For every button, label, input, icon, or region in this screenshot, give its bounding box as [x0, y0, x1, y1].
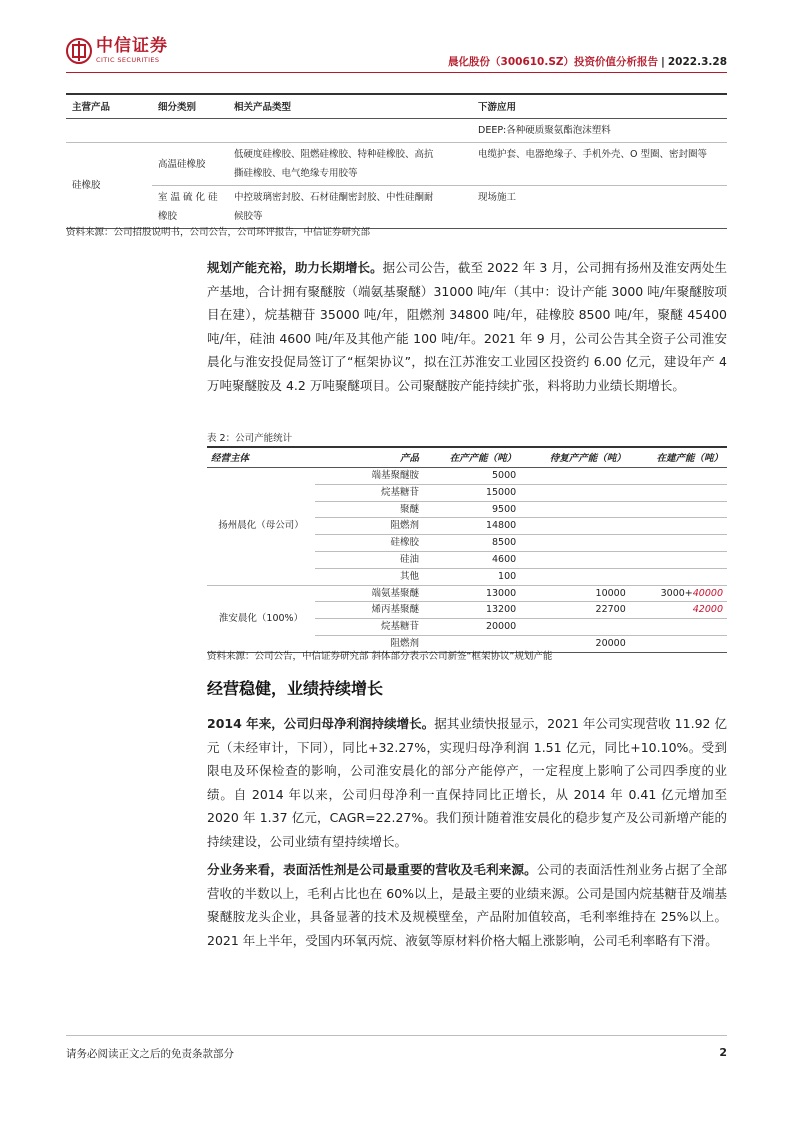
- table-cell: 其他: [315, 568, 423, 585]
- table-cell: [228, 143, 472, 186]
- section-title: 经营稳健，业绩持续增长: [207, 679, 384, 698]
- paragraph-profit-growth: [207, 712, 727, 853]
- paragraph-body: 公司的表面活性剂业务占据了全部营收的半数以上，毛利占比也在 60%以上，是最主要的业绩来源。公司是国内烷基糖苷及端基聚醚胺龙头企业，具备显著的技术及规模壁垒，产品附加值较高，毛利率维持在 25%以上。2021 年上半年，受国内环氧丙烷、液氨等原材料价格大幅上涨影响，公司毛利率略有下滑。: [207, 862, 727, 948]
- table-cell: 20000: [423, 619, 520, 636]
- table-cell: [152, 186, 228, 229]
- footer-divider: [66, 1035, 727, 1036]
- table-cell: 烷基糖苷: [315, 619, 423, 636]
- paragraph-business-segments: [207, 858, 727, 952]
- table-cell: 硅橡胶: [315, 535, 423, 552]
- cell-line: 室 温 硫 化 硅: [158, 192, 218, 203]
- table-cell: DEEP:各种硬质聚氨酯泡沫塑料: [472, 119, 727, 143]
- table-cell-entity: 扬州晨化（母公司）: [207, 468, 315, 586]
- paragraph-body: 据其业绩快报显示，2021 年公司实现营收 11.92 亿元（未经审计，下同），同比+32.27%，实现归母净利润 1.51 亿元，同比+10.10%。受到限电及环保检查的影响，公司淮安晨化的部分产能停产，一定程度上影响了公司四季度的业绩。自 2014 年以来，公司归母净利一直保持同比正增长，从 2014 年 0.41 亿元增加至 2020 年 1.37 亿元，CAGR=22.27%。我们预计随着淮安晨化的稳步复产及公司新增产能的持续建设，公司业绩有望持续增长。: [207, 716, 727, 849]
- product-category-table: [66, 93, 727, 229]
- table-cell: 高温硅橡胶: [152, 143, 228, 186]
- table-cell: 10000: [520, 585, 630, 602]
- table-cell: 端基聚醚胺: [315, 468, 423, 485]
- table-row: [66, 119, 727, 143]
- table-row: [66, 186, 727, 229]
- table-cell: 13200: [423, 602, 520, 619]
- paragraph-capacity: [207, 256, 727, 397]
- logo-name-cn: 中信证券: [96, 36, 168, 57]
- table-cell-entity: 淮安晨化（100%）: [207, 585, 315, 652]
- table-row: [207, 585, 727, 602]
- report-date: 2022.3.28: [667, 56, 727, 68]
- table-cell: 现场施工: [472, 186, 727, 229]
- table-cell: 9500: [423, 501, 520, 518]
- report-title: 晨化股份（300610.SZ）投资价值分析报告: [448, 56, 659, 68]
- table-cell: [228, 186, 472, 229]
- table-cell: 硅橡胶: [66, 143, 152, 229]
- table2-caption: 表 2：公司产能统计: [207, 433, 293, 444]
- cell-planned-value: 42000: [692, 604, 723, 616]
- table-cell: 22700: [520, 602, 630, 619]
- company-logo: [66, 38, 168, 64]
- table-cell: 烯丙基聚醚: [315, 602, 423, 619]
- table-cell: 4600: [423, 551, 520, 568]
- header-divider: [66, 72, 727, 73]
- cell-plain-value: 3000+: [660, 587, 693, 599]
- table1-source: 资料来源：公司招股说明书，公司公告，公司环评报告，中信证券研究部: [66, 227, 371, 238]
- col-header-product-types: 相关产品类型: [228, 94, 472, 119]
- header-separator: |: [661, 56, 665, 68]
- cell-line: 撕硅橡胶、电气绝缘专用胶等: [234, 168, 358, 179]
- cell-line: 低硬度硅橡胶、阻燃硅橡胶、特种硅橡胶、高抗: [234, 149, 434, 160]
- table-cell: 5000: [423, 468, 520, 485]
- table-cell: 聚醚: [315, 501, 423, 518]
- col-header-in-production: 在产产能（吨）: [423, 447, 520, 468]
- capacity-table: [207, 446, 727, 653]
- paragraph-lead: 2014 年来，公司归母净利润持续增长。: [207, 716, 435, 731]
- col-header-product: 产品: [315, 447, 423, 468]
- table-cell: 端氨基聚醚: [315, 585, 423, 602]
- col-header-main-product: 主营产品: [66, 94, 152, 119]
- col-header-downstream: 下游应用: [472, 94, 727, 119]
- table-cell: 14800: [423, 518, 520, 535]
- table-cell: 阻燃剂: [315, 635, 423, 652]
- paragraph-lead: 规划产能充裕，助力长期增长。: [207, 260, 383, 275]
- table-cell: 100: [423, 568, 520, 585]
- table-cell: 电缆护套、电器绝缘子、手机外壳、O 型圈、密封圈等: [472, 143, 727, 186]
- paragraph-body: 据公司公告，截至 2022 年 3 月，公司拥有扬州及淮安两处生产基地，合计拥有聚醚胺（端氨基聚醚）31000 吨/年（其中：设计产能 3000 吨/年聚醚胺项目在建），烷基糖苷 35000 吨/年，阻燃剂 34800 吨/年，硅橡胶 8500 吨/年，聚醚 45400 吨/年，硅油 4600 吨/年及其他产能 100 吨/年。2021 年 9 月，公司公告其全资子公司淮安晨化与淮安投促局签订了“框架协议”，拟在江苏淮安工业园区投资约 6.00 亿元，建设年产 4 万吨聚醚胺及 4.2 万吨聚醚项目。公司聚醚胺产能持续扩张，料将助力业绩长期增长。: [207, 260, 727, 393]
- table-cell: 硅油: [315, 551, 423, 568]
- report-header: [448, 54, 727, 69]
- citic-logo-icon: [66, 38, 92, 64]
- table-cell: 15000: [423, 484, 520, 501]
- table-row: [66, 143, 727, 186]
- col-header-under-construction: 在建产能（吨）: [630, 447, 727, 468]
- table-cell: [630, 585, 727, 602]
- col-header-entity: 经营主体: [207, 447, 315, 468]
- cell-line: 候胶等: [234, 211, 263, 222]
- table-row: [207, 468, 727, 485]
- table-cell: 烷基糖苷: [315, 484, 423, 501]
- cell-line: 中控玻璃密封胶、石材硅酮密封胶、中性硅酮耐: [234, 192, 434, 203]
- table-cell: 阻燃剂: [315, 518, 423, 535]
- col-header-pending-restart: 待复产产能（吨）: [520, 447, 630, 468]
- cell-planned-value: 40000: [692, 587, 723, 599]
- footer-disclaimer: 请务必阅读正文之后的免责条款部分: [66, 1048, 234, 1060]
- col-header-subcategory: 细分类别: [152, 94, 228, 119]
- paragraph-lead: 分业务来看，表面活性剂是公司最重要的营收及毛利来源。: [207, 862, 537, 877]
- table-cell: 13000: [423, 585, 520, 602]
- table2-source: 资料来源：公司公告，中信证券研究部 斜体部分表示公司新签“框架协议”规划产能: [207, 651, 553, 662]
- cell-line: 橡胶: [158, 211, 178, 222]
- table-cell: 20000: [520, 635, 630, 652]
- logo-name-en: CITIC SECURITIES: [96, 56, 160, 65]
- page-number: 2: [719, 1046, 727, 1059]
- table-cell: 8500: [423, 535, 520, 552]
- table-cell: [630, 602, 727, 619]
